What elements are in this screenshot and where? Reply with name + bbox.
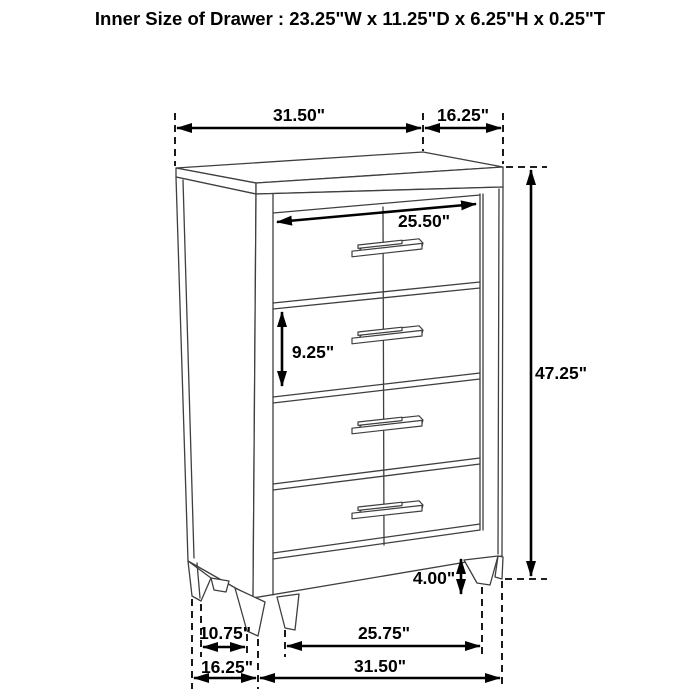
- front-right-leg: [464, 556, 498, 585]
- dim-label-leg-inset-depth: 10.75": [198, 623, 252, 643]
- dim-label-drawer-height: 9.25": [291, 342, 335, 362]
- dim-label-overall-height: 47.25": [534, 363, 588, 383]
- dim-label-top-width: 31.50": [272, 105, 326, 125]
- dim-label-drawer-width: 25.50": [397, 211, 451, 231]
- dim-label-leg-height: 4.00": [412, 568, 456, 588]
- left-side-panel: [176, 177, 256, 598]
- page-title: Inner Size of Drawer : 23.25"W x 11.25"D x 6.25"H x 0.25"T: [94, 8, 606, 29]
- chest-left-side: [176, 177, 256, 598]
- chest-drawing: [176, 152, 503, 636]
- dim-label-base-depth: 16.25": [200, 657, 254, 677]
- dim-label-front-leg-span: 25.75": [357, 623, 411, 643]
- dim-label-base-width: 31.50": [353, 656, 407, 676]
- dim-label-top-depth: 16.25": [436, 105, 490, 125]
- back-left-leg-inner-face: [211, 578, 229, 592]
- front-left-leg-inner-face: [277, 594, 299, 630]
- chest-front: [253, 187, 503, 598]
